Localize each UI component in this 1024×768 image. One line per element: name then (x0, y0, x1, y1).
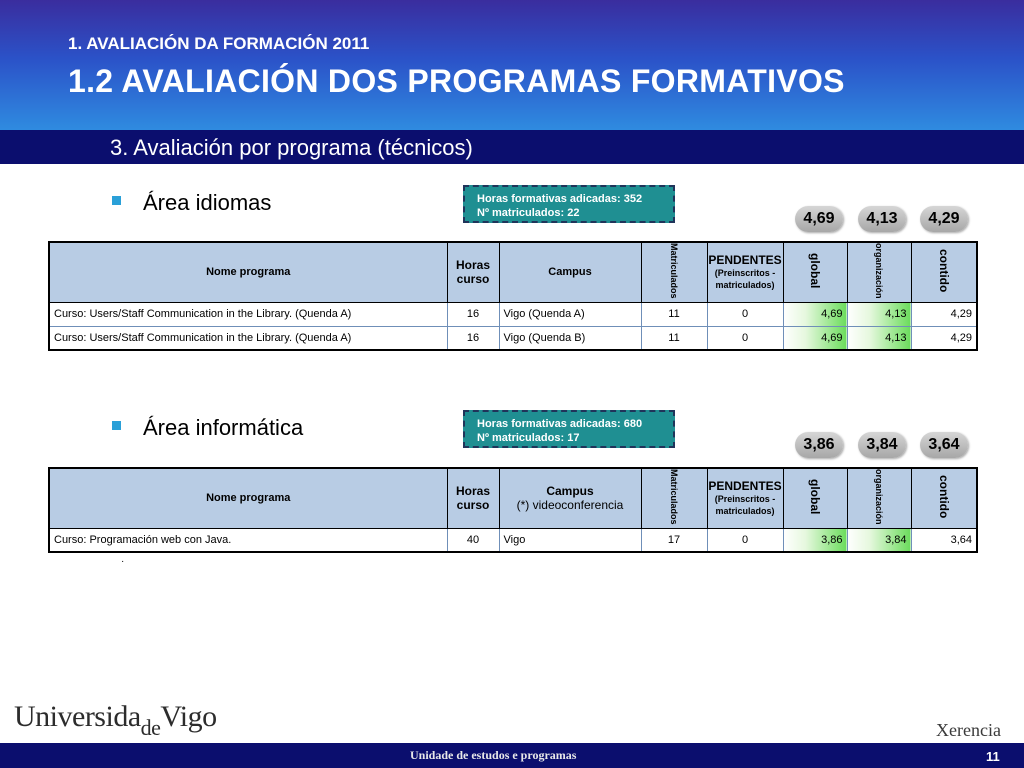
program-table-idiomas (48, 241, 978, 351)
col-pendentes-note: (Preinscritos - matriculados) (714, 494, 776, 517)
col-global (783, 468, 847, 528)
cell-global: 4,69 (783, 326, 847, 350)
page-number: 11 (986, 749, 1000, 764)
col-global (783, 242, 847, 302)
cell-matriculados: 11 (641, 326, 707, 350)
col-nome-programa: Nome programa (49, 242, 447, 302)
col-global-label: global (808, 253, 822, 289)
cell-pendentes: 0 (707, 326, 783, 350)
info-box-idiomas (463, 185, 675, 223)
col-campus-label: Campus (546, 484, 594, 499)
cell-campus: Vigo (Quenda A) (499, 302, 641, 326)
cell-matriculados: 11 (641, 302, 707, 326)
col-global-label: global (808, 479, 822, 515)
col-horas-label: Horas curso (455, 258, 490, 287)
col-campus (499, 468, 641, 528)
cell-contido: 4,29 (911, 326, 977, 350)
info-hours: Horas formativas adicadas: 352 (477, 193, 643, 205)
footnote-mark: · (121, 556, 125, 567)
col-horas-label: Horas curso (455, 484, 490, 513)
col-contido-label: contido (936, 475, 951, 519)
table-row (49, 326, 977, 350)
cell-organizacion: 4,13 (847, 326, 911, 350)
program-table-informatica (48, 467, 978, 553)
col-pendentes-note: (Preinscritos - matriculados) (714, 268, 776, 291)
cell-global: 3,86 (783, 528, 847, 552)
col-matriculados (641, 468, 707, 528)
bullet-icon (112, 421, 121, 430)
area-title: Área idiomas (143, 190, 272, 215)
cell-campus: Vigo (Quenda B) (499, 326, 641, 350)
area-heading-idiomas (112, 190, 271, 216)
cell-pendentes: 0 (707, 528, 783, 552)
col-contido-label: contido (936, 249, 951, 293)
table-row (49, 528, 977, 552)
cell-nome: Curso: Users/Staff Communication in the Library. (Quenda A) (49, 326, 447, 350)
area-heading-informatica (112, 415, 303, 441)
cell-horas: 16 (447, 326, 499, 350)
logo-part-a: Universida (14, 700, 141, 733)
col-horas-curso (447, 468, 499, 528)
col-pendentes-label: PENDENTES (708, 253, 782, 268)
cell-pendentes: 0 (707, 302, 783, 326)
col-organizacion-label: organización (874, 243, 884, 299)
col-organizacion-label: organización (874, 469, 884, 525)
col-contido (911, 468, 977, 528)
footer-unit: Unidade de estudos e programas (410, 748, 577, 762)
cell-matriculados: 17 (641, 528, 707, 552)
cell-nome: Curso: Programación web con Java. (49, 528, 447, 552)
table-header-row (49, 242, 977, 302)
col-campus: Campus (499, 242, 641, 302)
table-row (49, 302, 977, 326)
cell-horas: 40 (447, 528, 499, 552)
bullet-icon (112, 196, 121, 205)
info-hours: Horas formativas adicadas: 680 (477, 418, 643, 430)
score-global-pill: 4,69 (795, 206, 843, 232)
score-contido-pill: 4,29 (920, 206, 968, 232)
col-pendentes-label: PENDENTES (708, 479, 782, 494)
cell-campus: Vigo (499, 528, 641, 552)
logo-part-b: de (140, 715, 161, 740)
col-nome-programa: Nome programa (49, 468, 447, 528)
table-header-row (49, 468, 977, 528)
cell-horas: 16 (447, 302, 499, 326)
cell-contido: 4,29 (911, 302, 977, 326)
section-kicker: 1. AVALIACIÓN DA FORMACIÓN 2011 (68, 34, 370, 53)
score-organizacion-pill: 3,84 (858, 432, 906, 458)
universidade-vigo-logo (14, 700, 217, 740)
score-organizacion-pill: 4,13 (858, 206, 906, 232)
col-matriculados (641, 242, 707, 302)
score-global-pill: 3,86 (795, 432, 843, 458)
cell-organizacion: 4,13 (847, 302, 911, 326)
logo-part-c: Vigo (160, 700, 217, 733)
cell-nome: Curso: Users/Staff Communication in the Library. (Quenda A) (49, 302, 447, 326)
page-subtitle: 3. Avaliación por programa (técnicos) (110, 135, 473, 160)
col-campus-note: (*) videoconferencia (516, 498, 624, 513)
score-contido-pill: 3,64 (920, 432, 968, 458)
col-pendentes (707, 242, 783, 302)
info-enrolled: Nº matriculados: 17 (477, 432, 580, 444)
col-organizacion (847, 242, 911, 302)
col-organizacion (847, 468, 911, 528)
info-enrolled: Nº matriculados: 22 (477, 207, 580, 219)
col-matriculados-label: Matriculados (669, 469, 679, 525)
cell-organizacion: 3,84 (847, 528, 911, 552)
col-matriculados-label: Matriculados (669, 243, 679, 299)
xerencia-logo: Xerencia (936, 720, 1001, 740)
area-title: Área informática (143, 415, 304, 440)
cell-global: 4,69 (783, 302, 847, 326)
page-title: 1.2 AVALIACIÓN DOS PROGRAMAS FORMATIVOS (68, 63, 845, 99)
cell-contido: 3,64 (911, 528, 977, 552)
col-contido (911, 242, 977, 302)
col-pendentes (707, 468, 783, 528)
col-horas-curso (447, 242, 499, 302)
info-box-informatica (463, 410, 675, 448)
